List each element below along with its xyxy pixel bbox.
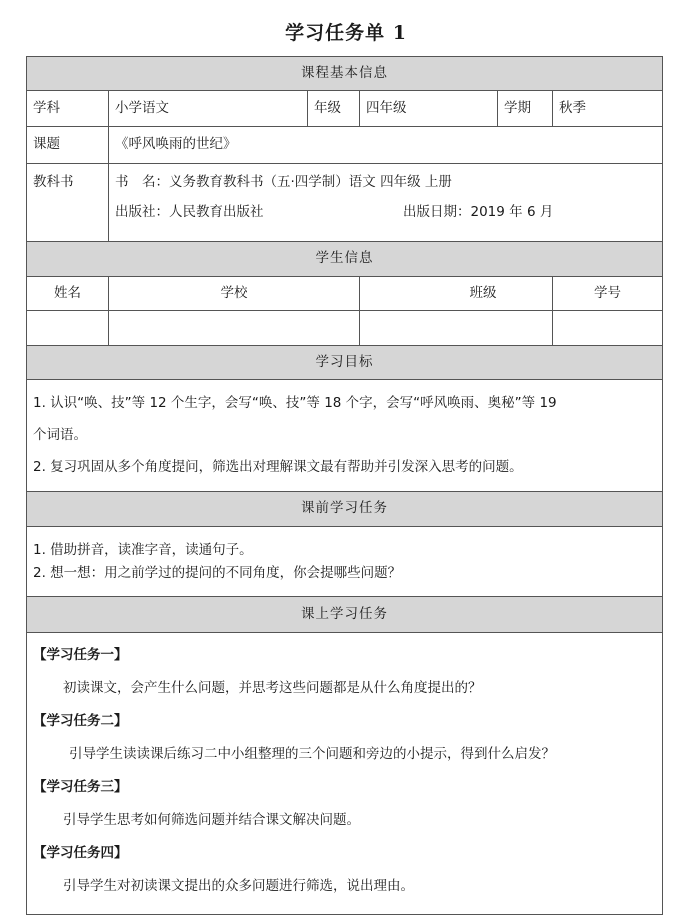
textbook-title: 书 名：义务教育教科书（五·四学制）语文 四年级 上册: [115, 174, 452, 190]
task-sheet-table: [26, 56, 663, 915]
student-name-value[interactable]: [27, 311, 109, 346]
grade-label: 年级: [308, 91, 360, 127]
student-col-name: 姓名: [27, 277, 109, 311]
in-class-header: 课上学习任务: [27, 597, 663, 633]
student-class-value[interactable]: [360, 311, 553, 346]
pre-class-header-row: [27, 492, 663, 527]
in-class-content: [27, 633, 663, 915]
task-4-title: 【学习任务四】: [33, 845, 128, 861]
pre-class-item-1: 1. 借助拼音，读准字音，读通句子。: [33, 541, 253, 558]
student-columns-row: [27, 277, 663, 311]
goals-header-row: [27, 346, 663, 380]
textbook-row: [27, 164, 663, 242]
task-3-title: 【学习任务三】: [33, 779, 128, 795]
task-2-title: 【学习任务二】: [33, 713, 128, 729]
textbook-info: [109, 164, 663, 242]
subject-label: 学科: [27, 91, 109, 127]
task-2-desc: 引导学生读读课后练习二中小组整理的三个问题和旁边的小提示，得到什么启发？: [69, 746, 555, 762]
textbook-publish-date: 出版日期：2019 年 6 月: [403, 204, 554, 221]
goal-item-1-cont: 个词语。: [33, 426, 87, 443]
subject-value: 小学语文: [109, 91, 308, 127]
goal-item-2: 2. 复习巩固从多个角度提问，筛选出对理解课文最有帮助并引发深入思考的问题。: [33, 458, 523, 475]
grade-value: 四年级: [360, 91, 498, 127]
textbook-publisher: 出版社：人民教育出版社: [115, 204, 264, 221]
goals-header: 学习目标: [27, 346, 663, 380]
pre-class-header: 课前学习任务: [27, 492, 663, 527]
goals-row: [27, 380, 663, 492]
student-id-value[interactable]: [553, 311, 663, 346]
student-school-value[interactable]: [109, 311, 360, 346]
student-info-header: 学生信息: [27, 242, 663, 277]
course-info-header-row: [27, 57, 663, 91]
in-class-header-row: [27, 597, 663, 633]
topic-value: 《呼风唤雨的世纪》: [109, 127, 663, 164]
student-values-row: [27, 311, 663, 346]
student-col-school: 学校: [109, 277, 360, 311]
subject-row: [27, 91, 663, 127]
student-col-id: 学号: [553, 277, 663, 311]
goals-content: [27, 380, 663, 492]
student-col-class: 班级: [360, 277, 553, 311]
term-value: 秋季: [553, 91, 663, 127]
task-1-desc: 初读课文，会产生什么问题，并思考这些问题都是从什么角度提出的？: [63, 680, 482, 696]
in-class-row: [27, 633, 663, 915]
textbook-publish-line: [115, 204, 656, 222]
pre-class-row: [27, 527, 663, 597]
topic-label: 课题: [27, 127, 109, 164]
task-4-desc: 引导学生对初读课文提出的众多问题进行筛选，说出理由。: [63, 878, 414, 894]
topic-row: [27, 127, 663, 164]
task-1-title: 【学习任务一】: [33, 647, 128, 663]
textbook-label: 教科书: [27, 164, 109, 242]
pre-class-item-2: 2. 想一想：用之前学过的提问的不同角度，你会提哪些问题？: [33, 564, 402, 581]
goal-item-1: 1. 认识“唤、技”等 12 个生字，会写“唤、技”等 18 个字，会写“呼风唤雨、奥秘”等 19: [33, 394, 557, 411]
term-label: 学期: [498, 91, 553, 127]
student-info-header-row: [27, 242, 663, 277]
task-3-desc: 引导学生思考如何筛选问题并结合课文解决问题。: [63, 812, 360, 828]
course-info-header: 课程基本信息: [27, 57, 663, 91]
pre-class-content: [27, 527, 663, 597]
page-title: 学习任务单 1: [285, 22, 407, 44]
